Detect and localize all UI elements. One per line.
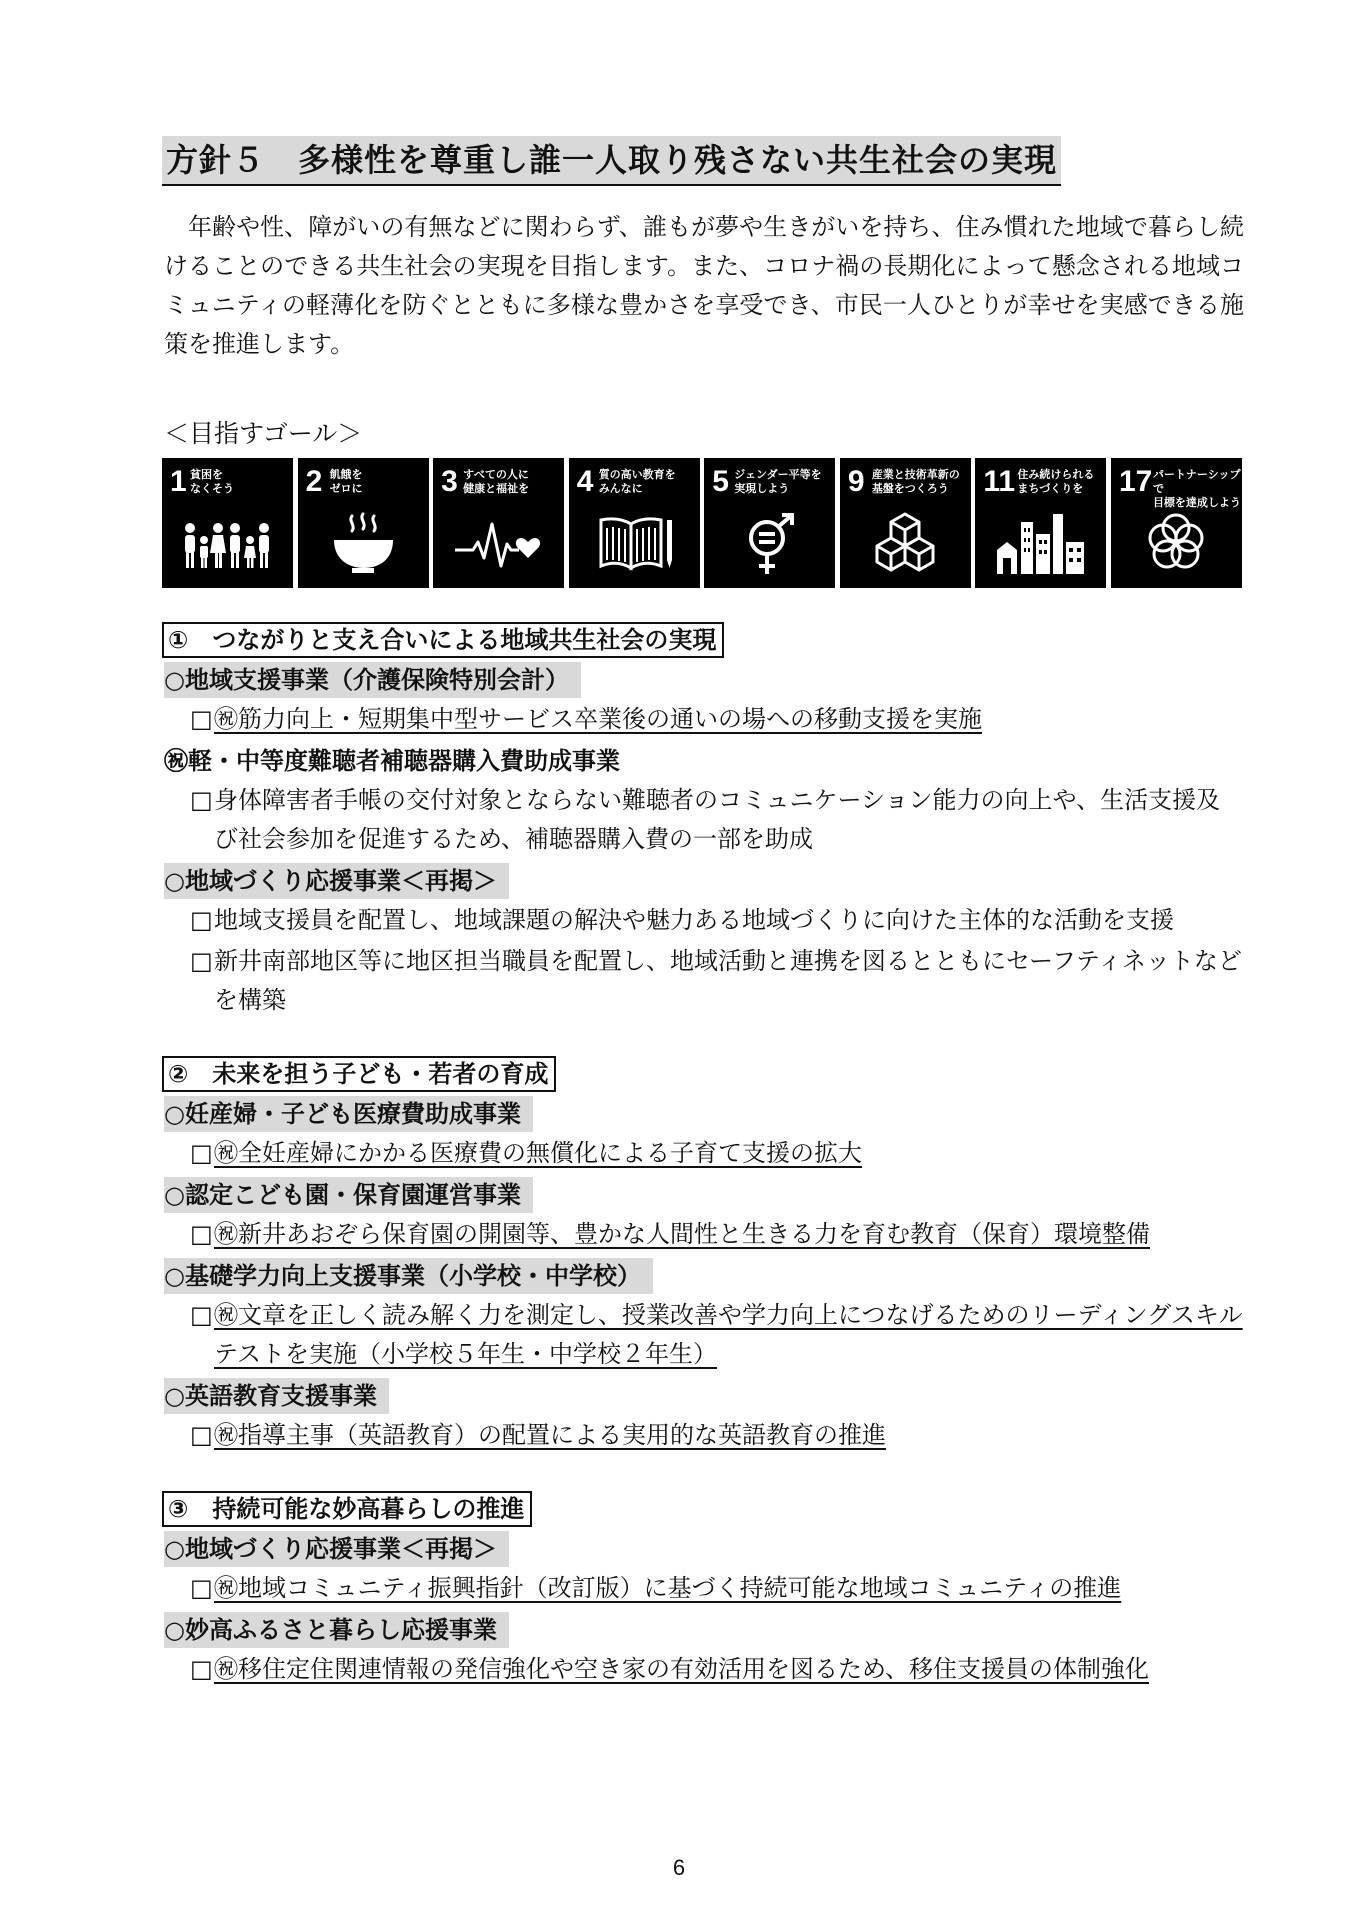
project bbox=[164, 861, 1244, 1020]
sdg-label: パートナーシップで 目標を達成しよう bbox=[1152, 468, 1241, 509]
city-icon bbox=[993, 510, 1088, 578]
item-text: ㊗指導主事（英語教育）の配置による実用的な英語教育の推進 bbox=[214, 1421, 886, 1449]
sdg-goal-3 bbox=[433, 458, 564, 588]
item-text: ㊗移住定住関連情報の発信強化や空き家の有効活用を図るため、移住支援員の体制強化 bbox=[214, 1655, 1150, 1683]
list-item bbox=[164, 1296, 1244, 1374]
checkbox-icon: □ bbox=[190, 1139, 213, 1167]
section-title: ② 未来を担う子ども・若者の育成 bbox=[162, 1056, 556, 1092]
sdg-number: 4 bbox=[576, 465, 594, 498]
sdg-goal-11 bbox=[975, 458, 1106, 588]
section-title: ③ 持続可能な妙高暮らしの推進 bbox=[162, 1491, 532, 1527]
list-item bbox=[164, 1569, 1244, 1608]
intro-paragraph: 年齢や性、障がいの有無などに関わらず、誰もが夢や生きがいを持ち、住み慣れた地域で暮らし続けることのできる共生社会の実現を目指します。また、コロナ禍の長期化によって懸念される地域コミュニティの軽薄化を防ぐとともに多様な豊かさを享受でき、市民一人ひとりが幸せを実感できる施策を推進します。 bbox=[164, 213, 1244, 358]
sdg-label: 産業と技術革新の 基盤をつくろう bbox=[871, 468, 960, 495]
item-text: ㊗全妊産婦にかかる医療費の無償化による子育て支援の拡大 bbox=[214, 1139, 862, 1167]
item-text: 新井南部地区等に地区担当職員を配置し、地域活動と連携を図るとともにセーフティネットなどを構築 bbox=[214, 947, 1242, 1014]
goals-heading: ＜目指すゴール＞ bbox=[164, 419, 363, 448]
project bbox=[164, 1256, 1244, 1374]
sdg-number: 3 bbox=[441, 465, 458, 498]
item-text: 地域支援員を配置し、地域課題の解決や魅力ある地域づくりに向けた主体的な活動を支援 bbox=[214, 906, 1174, 934]
checkbox-icon: □ bbox=[190, 947, 213, 975]
page-title: 方針５ 多様性を尊重し誰一人取り残さない共生社会の実現 bbox=[162, 136, 1061, 186]
checkbox-icon: □ bbox=[190, 1421, 213, 1449]
sdg-goal-1 bbox=[162, 458, 293, 588]
section-3 bbox=[164, 1491, 1244, 1689]
sdg-number: 2 bbox=[305, 465, 323, 498]
project-name: ○妙高ふるさと暮らし応援事業 bbox=[164, 1612, 509, 1648]
list-item bbox=[164, 1650, 1244, 1689]
sdg-number: 17 bbox=[1118, 465, 1153, 498]
project bbox=[164, 1376, 1244, 1455]
item-text: ㊗地域コミュニティ振興指針（改訂版）に基づく持続可能な地域コミュニティの推進 bbox=[214, 1574, 1122, 1602]
sdg-label: 住み続けられる まちづくりを bbox=[1017, 468, 1095, 495]
book-icon bbox=[587, 510, 682, 578]
list-item bbox=[164, 781, 1244, 859]
sdg-goal-2 bbox=[298, 458, 429, 588]
checkbox-icon: □ bbox=[190, 705, 213, 733]
checkbox-icon: □ bbox=[190, 1301, 213, 1329]
sdg-number: 11 bbox=[983, 465, 1016, 498]
policy-sections bbox=[164, 622, 1244, 1725]
project bbox=[164, 1610, 1244, 1689]
sdg-number: 1 bbox=[170, 465, 187, 498]
sdg-goal-4 bbox=[569, 458, 700, 588]
checkbox-icon: □ bbox=[190, 1655, 213, 1683]
item-text: ㊗筋力向上・短期集中型サービス卒業後の通いの場への移動支援を実施 bbox=[214, 705, 982, 733]
family-icon bbox=[180, 510, 275, 578]
sdg-label: 飢餓を ゼロに bbox=[329, 468, 363, 495]
checkbox-icon: □ bbox=[190, 1574, 213, 1602]
sdg-label: 質の高い教育を みんなに bbox=[598, 468, 676, 495]
sdg-label: 貧困を なくそう bbox=[190, 468, 234, 495]
item-text: 身体障害者手帳の交付対象とならない難聴者のコミュニケーション能力の向上や、生活支援及び社会参加を促進するため、補聴器購入費の一部を助成 bbox=[214, 786, 1221, 853]
checkbox-icon: □ bbox=[190, 906, 213, 934]
sdg-goal-5 bbox=[704, 458, 835, 588]
cubes-icon bbox=[858, 510, 953, 578]
gender-icon bbox=[722, 510, 817, 578]
list-item bbox=[164, 1134, 1244, 1173]
sdg-number: 9 bbox=[847, 465, 865, 498]
list-item bbox=[164, 942, 1244, 1020]
sdg-goal-17 bbox=[1111, 458, 1242, 588]
project-name: ○認定こども園・保育園運営事業 bbox=[164, 1177, 533, 1213]
checkbox-icon: □ bbox=[190, 786, 213, 814]
sdg-goal-9 bbox=[840, 458, 971, 588]
item-text: ㊗文章を正しく読み解く力を測定し、授業改善や学力向上につなげるためのリーディングスキルテストを実施（小学校５年生・中学校２年生） bbox=[214, 1301, 1243, 1368]
project bbox=[164, 1094, 1244, 1173]
rings-icon bbox=[1129, 510, 1224, 578]
project bbox=[164, 660, 1244, 739]
project-name: ○英語教育支援事業 bbox=[164, 1378, 389, 1414]
list-item bbox=[164, 1416, 1244, 1455]
sdg-number: 5 bbox=[712, 465, 729, 498]
project-name: ㊗軽・中等度難聴者補聴器購入費助成事業 bbox=[164, 747, 620, 775]
heartbeat-icon bbox=[451, 510, 546, 578]
section-2 bbox=[164, 1056, 1244, 1455]
list-item bbox=[164, 1215, 1244, 1254]
project bbox=[164, 1175, 1244, 1254]
sdg-label: すべての人に 健康と福祉を bbox=[463, 468, 530, 495]
section-title: ① つながりと支え合いによる地域共生社会の実現 bbox=[162, 622, 724, 658]
project-name: ○地域づくり応援事業＜再掲＞ bbox=[164, 863, 509, 899]
page-number: 6 bbox=[672, 1855, 686, 1880]
project-name: ○地域支援事業（介護保険特別会計） bbox=[164, 662, 581, 698]
project bbox=[164, 1529, 1244, 1608]
project-name: ○地域づくり応援事業＜再掲＞ bbox=[164, 1531, 509, 1567]
bowl-icon bbox=[316, 510, 411, 578]
item-text: ㊗新井あおぞら保育園の開園等、豊かな人間性と生きる力を育む教育（保育）環境整備 bbox=[214, 1220, 1150, 1248]
sdg-goals-row bbox=[162, 458, 1242, 588]
project-name: ○基礎学力向上支援事業（小学校・中学校） bbox=[164, 1258, 653, 1294]
project-name: ○妊産婦・子ども医療費助成事業 bbox=[164, 1096, 533, 1132]
list-item bbox=[164, 700, 1244, 739]
checkbox-icon: □ bbox=[190, 1220, 213, 1248]
sdg-label: ジェンダー平等を 実現しよう bbox=[734, 468, 822, 495]
list-item bbox=[164, 901, 1244, 940]
section-1 bbox=[164, 622, 1244, 1020]
project bbox=[164, 741, 1244, 859]
